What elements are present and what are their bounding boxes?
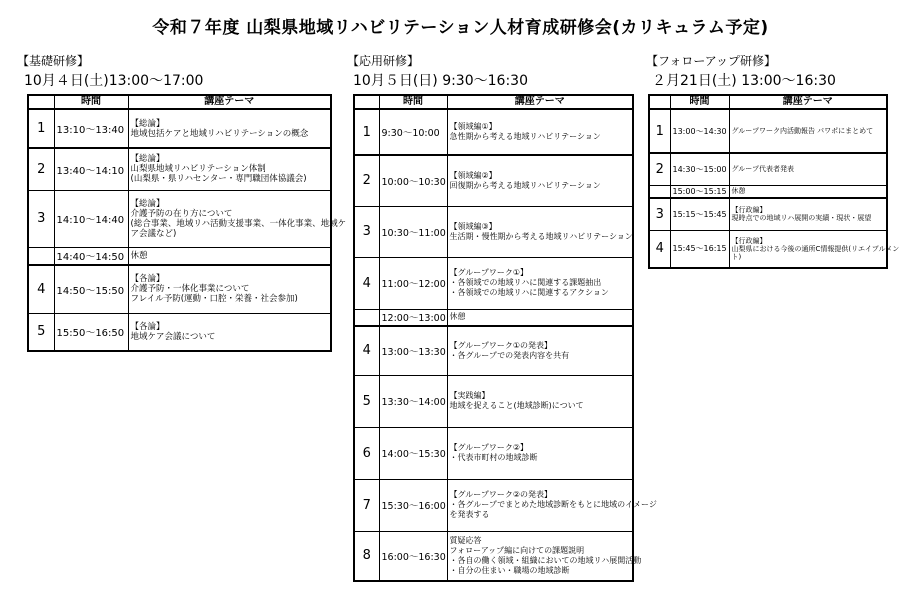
table-row <box>354 109 633 155</box>
table-row <box>649 153 887 185</box>
theme-line: 【各論】 <box>130 321 165 332</box>
table-row <box>649 109 887 153</box>
row-time: 15:00〜15:15 <box>670 185 729 198</box>
row-number: 5 <box>28 313 54 351</box>
row-time: 14:00〜15:30 <box>379 427 447 479</box>
row-number: 7 <box>354 479 379 531</box>
row-theme <box>447 427 633 479</box>
row-time: 12:00〜13:00 <box>379 309 447 326</box>
theme-line: 休憩 <box>449 312 466 322</box>
table-row <box>28 313 331 351</box>
theme-line: 介護予防の在り方について <box>130 208 233 219</box>
header-num <box>649 95 670 109</box>
theme-line: 質疑応答 <box>449 535 482 545</box>
theme-line: 【行政編】 <box>731 206 767 215</box>
theme-line: 休憩 <box>731 187 746 195</box>
table-row <box>354 427 633 479</box>
header-theme: 講座テーマ <box>729 95 887 109</box>
row-time: 13:40〜14:10 <box>54 148 128 190</box>
row-theme <box>128 313 331 351</box>
row-time: 9:30〜10:00 <box>379 109 447 155</box>
section-label: 【応用研修】 <box>347 54 420 68</box>
row-number: 2 <box>354 155 379 206</box>
row-theme <box>447 257 633 309</box>
theme-line: を発表する <box>449 510 490 519</box>
theme-line: 【領域編③】 <box>449 221 497 231</box>
row-theme <box>729 198 887 231</box>
header-time: 時間 <box>54 95 128 109</box>
row-number: 8 <box>354 531 379 581</box>
row-number: 4 <box>28 265 54 313</box>
table-row <box>354 326 633 375</box>
row-theme <box>447 479 657 531</box>
theme-line: ア会議など) <box>130 228 177 239</box>
row-number: 2 <box>649 153 670 185</box>
basic-training-column <box>17 52 347 352</box>
header-theme: 講座テーマ <box>447 95 633 109</box>
row-theme <box>447 206 633 257</box>
row-time: 10:30〜11:00 <box>379 206 447 257</box>
row-theme <box>447 375 633 427</box>
row-number <box>354 309 379 326</box>
row-theme <box>128 148 331 190</box>
row-time: 15:50〜16:50 <box>54 313 128 351</box>
row-theme <box>447 109 633 155</box>
theme-line: 介護予防・一体化事業について <box>130 284 250 295</box>
row-theme <box>447 309 633 326</box>
row-theme <box>729 109 887 153</box>
theme-line: 【総論】 <box>130 154 165 165</box>
theme-line: 休憩 <box>130 250 148 261</box>
section-label: 【フォローアップ研修】 <box>646 54 776 68</box>
curriculum-table <box>27 94 347 352</box>
row-number: 3 <box>354 206 379 257</box>
row-theme <box>729 231 900 268</box>
row-number: 4 <box>354 326 379 375</box>
curriculum-table <box>353 94 657 582</box>
header-num <box>28 95 54 109</box>
theme-line: ・自分の住まい・職場の地域診断 <box>449 565 570 575</box>
header-time: 時間 <box>670 95 729 109</box>
row-time: 15:30〜16:00 <box>379 479 447 531</box>
row-time: 10:00〜10:30 <box>379 155 447 206</box>
table-row <box>354 257 633 309</box>
theme-line: ・各領域での地域リハに関連する課題抽出 <box>449 278 602 287</box>
row-number: 4 <box>649 231 670 268</box>
row-time: 15:15〜15:45 <box>670 198 729 231</box>
row-number: 5 <box>354 375 379 427</box>
table-row <box>28 190 331 247</box>
table-row <box>354 375 633 427</box>
theme-line: (総合事業、地域リハ活動支援事業、一体化事業、地域ケ <box>130 218 347 229</box>
theme-line: 【総論】 <box>130 118 165 129</box>
row-number <box>28 247 54 265</box>
header-theme: 講座テーマ <box>128 95 331 109</box>
row-number: 1 <box>354 109 379 155</box>
theme-line: (山梨県・県リハセンター・専門職団体協議会) <box>130 174 307 185</box>
row-theme <box>447 531 642 581</box>
row-time: 14:30〜15:00 <box>670 153 729 185</box>
row-theme <box>128 265 331 313</box>
theme-line: 急性期から考える地域リハビリテーション <box>449 132 601 141</box>
table-row <box>354 531 633 581</box>
theme-line: 山梨県における今後の通所C情報提供(リエイブルメン <box>731 244 900 253</box>
session-date: 10月４日(土)13:00〜17:00 <box>24 73 204 89</box>
row-theme <box>128 109 331 148</box>
row-number: 3 <box>649 198 670 231</box>
row-time: 14:50〜15:50 <box>54 265 128 313</box>
theme-line: 【領域編①】 <box>449 122 497 131</box>
theme-line: フレイル予防(運動・口腔・栄養・社会参加) <box>130 294 298 305</box>
row-number: 1 <box>28 109 54 148</box>
theme-line: グループ代表者発表 <box>731 165 794 174</box>
header-time: 時間 <box>379 95 447 109</box>
theme-line: 【実践編】 <box>449 391 490 400</box>
table-row <box>28 109 331 148</box>
row-time: 11:00〜12:00 <box>379 257 447 309</box>
table-row <box>649 198 887 231</box>
theme-line: ・代表市町村の地域診断 <box>449 453 538 462</box>
page-title: 令和７年度 山梨県地域リハビリテーション人材育成研修会(カリキュラム予定) <box>152 18 769 38</box>
theme-line: 【総論】 <box>130 198 165 209</box>
table-row <box>28 148 331 190</box>
table-row <box>354 155 633 206</box>
theme-line: ト) <box>731 252 742 261</box>
table-row <box>354 309 633 326</box>
theme-line: 生活期・慢性期から考える地域リハビリテーション <box>449 231 633 241</box>
row-number: 6 <box>354 427 379 479</box>
applied-training-column <box>347 52 657 582</box>
theme-line: 地域を捉えること(地域診断)について <box>449 401 584 410</box>
row-time: 14:40〜14:50 <box>54 247 128 265</box>
row-theme <box>447 155 633 206</box>
theme-line: ・各グループでの発表内容を共有 <box>449 350 570 360</box>
row-time: 13:30〜14:00 <box>379 375 447 427</box>
theme-line: 【グループワーク②】 <box>449 443 529 452</box>
theme-line: 【グループワーク①の発表】 <box>449 340 553 350</box>
theme-line: 山梨県地域リハビリテーション体制 <box>130 164 266 175</box>
table-row <box>28 247 331 265</box>
row-number: 1 <box>649 109 670 153</box>
row-time: 13:10〜13:40 <box>54 109 128 148</box>
row-theme <box>447 326 633 375</box>
theme-line: 地域包括ケアと地域リハビリテーションの概念 <box>130 128 309 139</box>
section-label: 【基礎研修】 <box>17 54 90 68</box>
table-row <box>354 206 633 257</box>
row-time: 13:00〜14:30 <box>670 109 729 153</box>
theme-line: 【グループワーク②の発表】 <box>449 490 553 499</box>
row-theme <box>729 153 887 185</box>
row-number: 2 <box>28 148 54 190</box>
theme-line: ・各グループでまとめた地域診断をもとに地域のイメージ <box>449 500 657 509</box>
theme-line: ・各領域での地域リハに関連するアクション <box>449 288 609 297</box>
followup-training-column <box>646 52 900 269</box>
table-row <box>649 185 887 198</box>
theme-line: ・各自の働く領域・組織においての地域リハ展開活動 <box>449 555 642 565</box>
header-num <box>354 95 379 109</box>
row-time: 15:45〜16:15 <box>670 231 729 268</box>
theme-line: 【各論】 <box>130 274 165 285</box>
row-number: 4 <box>354 257 379 309</box>
row-theme <box>128 190 347 247</box>
row-time: 16:00〜16:30 <box>379 531 447 581</box>
table-row <box>649 231 887 268</box>
row-theme <box>729 185 887 198</box>
theme-line: 地域ケア会議について <box>130 331 216 342</box>
theme-line: 現時点での地域リハ展開の実績・現状・展望 <box>731 214 872 223</box>
row-number: 3 <box>28 190 54 247</box>
theme-line: 【グループワーク①】 <box>449 268 529 277</box>
row-time: 13:00〜13:30 <box>379 326 447 375</box>
table-row <box>354 479 633 531</box>
theme-line: 【行政編】 <box>731 236 767 245</box>
session-date: ２月21日(土) 13:00〜16:30 <box>652 73 836 89</box>
row-time: 14:10〜14:40 <box>54 190 128 247</box>
theme-line: グループワーク内活動報告 パワポにまとめて <box>731 127 874 135</box>
row-number <box>649 185 670 198</box>
session-date: 10月５日(日) 9:30〜16:30 <box>353 73 528 89</box>
theme-line: 【領域編②】 <box>449 170 497 180</box>
theme-line: 回復期から考える地域リハビリテーション <box>449 180 601 190</box>
theme-line: フォローアップ編に向けての課題説明 <box>449 545 585 555</box>
curriculum-table <box>648 94 900 269</box>
row-theme <box>128 247 331 265</box>
table-row <box>28 265 331 313</box>
